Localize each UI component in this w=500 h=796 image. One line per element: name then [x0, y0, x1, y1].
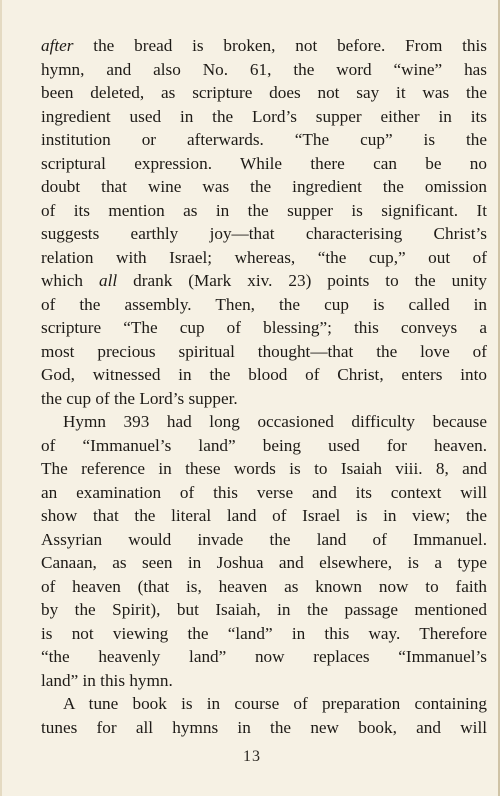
text-run: ingredient used in the Lord’s supper either in its — [41, 106, 487, 126]
text-run: A tune book is in course of preparation containing — [63, 694, 487, 713]
text-run: of heaven (that is, heaven as known now to faith — [41, 576, 487, 596]
text-line — [41, 199, 487, 223]
text-line — [41, 575, 487, 599]
text-run: of its mention as in the supper is significant. It — [41, 200, 487, 220]
text-line — [41, 434, 487, 458]
text-line — [41, 34, 487, 58]
italic-text: after — [41, 36, 74, 55]
text-line — [41, 128, 487, 152]
paragraph — [41, 34, 487, 410]
text-run: The reference in these words is to Isaiah viii. 8, and — [41, 459, 487, 478]
text-line — [41, 175, 487, 199]
text-line — [41, 340, 487, 364]
text-run: of the assembly. Then, the cup is called in — [41, 294, 487, 314]
text-line — [41, 481, 487, 505]
text-line — [41, 316, 487, 340]
text-run: the cup of the Lord’s supper. — [41, 388, 238, 408]
text-run: by the Spirit), but Isaiah, in the passage mentioned — [41, 600, 487, 619]
text-line — [41, 669, 487, 693]
text-run: show that the literal land of Israel is in view; the — [41, 506, 487, 525]
text-line — [41, 716, 487, 740]
text-run: is not viewing the “land” in this way. Therefore — [41, 623, 487, 643]
paragraph — [41, 692, 487, 739]
text-run: land” in this hymn. — [41, 670, 173, 690]
text-run: suggests earthly joy—that characterising Christ’s — [41, 224, 487, 243]
text-run: been deleted, as scripture does not say it was the — [41, 83, 487, 102]
text-run: scripture “The cup of blessing”; this conveys a — [41, 318, 487, 337]
page-body-text — [41, 34, 487, 739]
text-line — [41, 293, 487, 317]
text-line — [41, 504, 487, 528]
text-line — [41, 528, 487, 552]
text-run: Assyrian would invade the land of Immanuel. — [41, 529, 487, 549]
text-run: Canaan, as seen in Joshua and elsewhere, is a type — [41, 553, 487, 572]
text-run: of “Immanuel’s land” being used for heaven. — [41, 435, 487, 455]
text-run: which — [41, 271, 100, 290]
text-run: tunes for all hymns in the new book, and will — [41, 717, 487, 737]
text-line — [41, 222, 487, 246]
text-run: God, witnessed in the blood of Christ, enters into — [41, 365, 487, 384]
text-line — [41, 81, 487, 105]
text-run: doubt that wine was the ingredient the omission — [41, 177, 487, 196]
paragraph — [41, 410, 487, 692]
text-line — [41, 410, 487, 434]
text-run: an examination of this verse and its context will — [41, 482, 487, 502]
text-line — [41, 105, 487, 129]
text-line — [41, 387, 487, 411]
text-run: relation with Israel; whereas, “the cup,” out of — [41, 247, 487, 267]
italic-text: all — [99, 271, 118, 290]
text-run: drank (Mark xiv. 23) points to the unity — [117, 271, 488, 290]
text-run: “the heavenly land” now replaces “Immanuel’s — [41, 647, 487, 666]
text-line — [41, 622, 487, 646]
text-line — [41, 645, 487, 669]
text-line — [41, 246, 487, 270]
text-run: scriptural expression. While there can be no — [41, 153, 487, 173]
text-run: hymn, and also No. 61, the word “wine” has — [41, 59, 487, 79]
text-line — [41, 457, 487, 481]
text-run: most precious spiritual thought—that the love of — [41, 341, 487, 361]
text-run: the bread is broken, not before. From this — [73, 36, 487, 55]
text-line — [41, 598, 487, 622]
text-line — [41, 363, 487, 387]
text-line — [41, 152, 487, 176]
page-number: 13 — [243, 748, 261, 765]
text-line — [41, 551, 487, 575]
text-line — [41, 269, 487, 293]
text-run: Hymn 393 had long occasioned difficulty because — [63, 412, 487, 431]
text-run: institution or afterwards. “The cup” is the — [41, 130, 487, 149]
text-line — [41, 58, 487, 82]
text-line — [41, 692, 487, 716]
